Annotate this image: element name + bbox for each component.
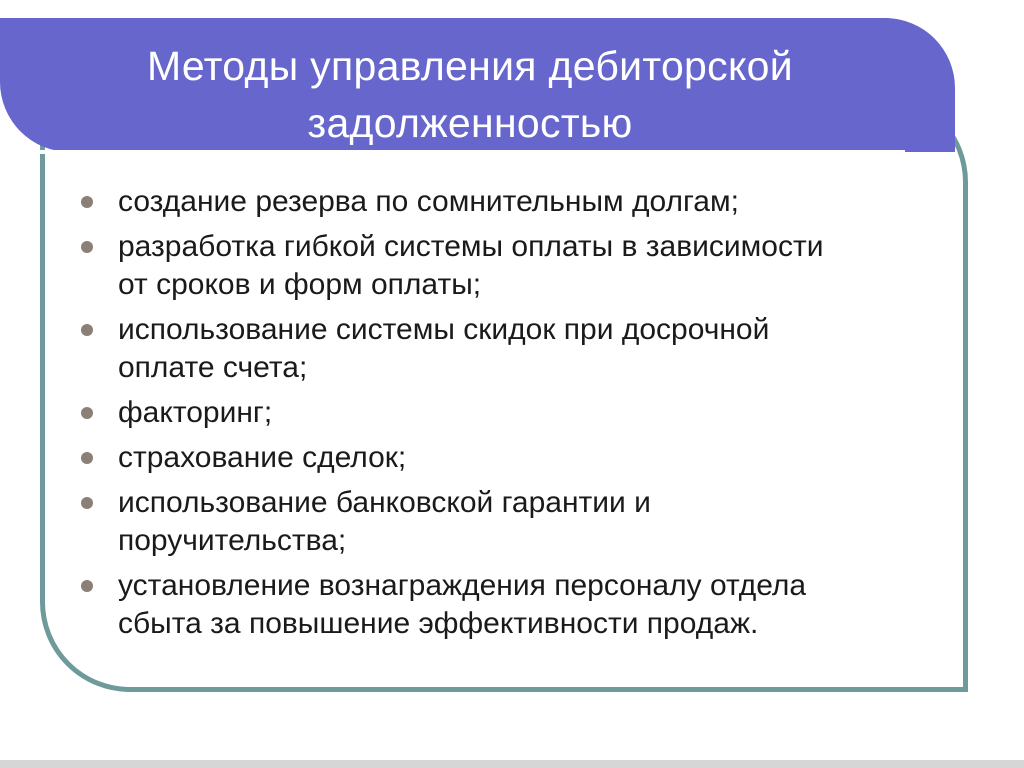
bullet-item	[80, 567, 940, 643]
bullet-text-line-1: использование банковской гарантии и	[118, 486, 651, 519]
slide-title-line-2: задолженностью	[307, 100, 633, 146]
slide-title-line-1: Методы управления дебиторской	[147, 43, 793, 89]
bullet-item	[80, 394, 940, 432]
bullet-text: факторинг;	[118, 396, 273, 429]
bullet-item	[80, 484, 940, 560]
bullet-text-line-1: разработка гибкой системы оплаты в зависимости	[118, 230, 824, 263]
slide-title	[0, 38, 940, 152]
bullet-dot-icon	[81, 324, 93, 336]
bullet-text-line-2: сбыта за повышение эффективности продаж.	[118, 607, 759, 640]
bullet-item	[80, 439, 940, 477]
bullet-dot-icon	[81, 241, 93, 253]
bullet-item	[80, 311, 940, 387]
bullet-text-line-2: поручительства;	[118, 524, 347, 557]
bullet-dot-icon	[81, 196, 93, 208]
bullet-text-line-1: установление вознаграждения персоналу отдела	[118, 569, 807, 602]
title-underline	[0, 150, 905, 154]
bullet-list	[80, 183, 940, 650]
bullet-dot-icon	[81, 407, 93, 419]
bullet-item	[80, 228, 940, 304]
bullet-text: страхование сделок;	[118, 441, 407, 474]
title-bar	[0, 18, 955, 152]
bullet-item	[80, 183, 940, 221]
bullet-dot-icon	[81, 497, 93, 509]
bullet-text: создание резерва по сомнительным долгам;	[118, 185, 739, 218]
bullet-dot-icon	[81, 580, 93, 592]
bullet-text-line-2: от сроков и форм оплаты;	[118, 268, 482, 301]
bullet-text-line-1: использование системы скидок при досрочной	[118, 313, 770, 346]
bottom-border	[0, 760, 1024, 768]
bullet-text-line-2: оплате счета;	[118, 351, 308, 384]
bullet-dot-icon	[81, 452, 93, 464]
